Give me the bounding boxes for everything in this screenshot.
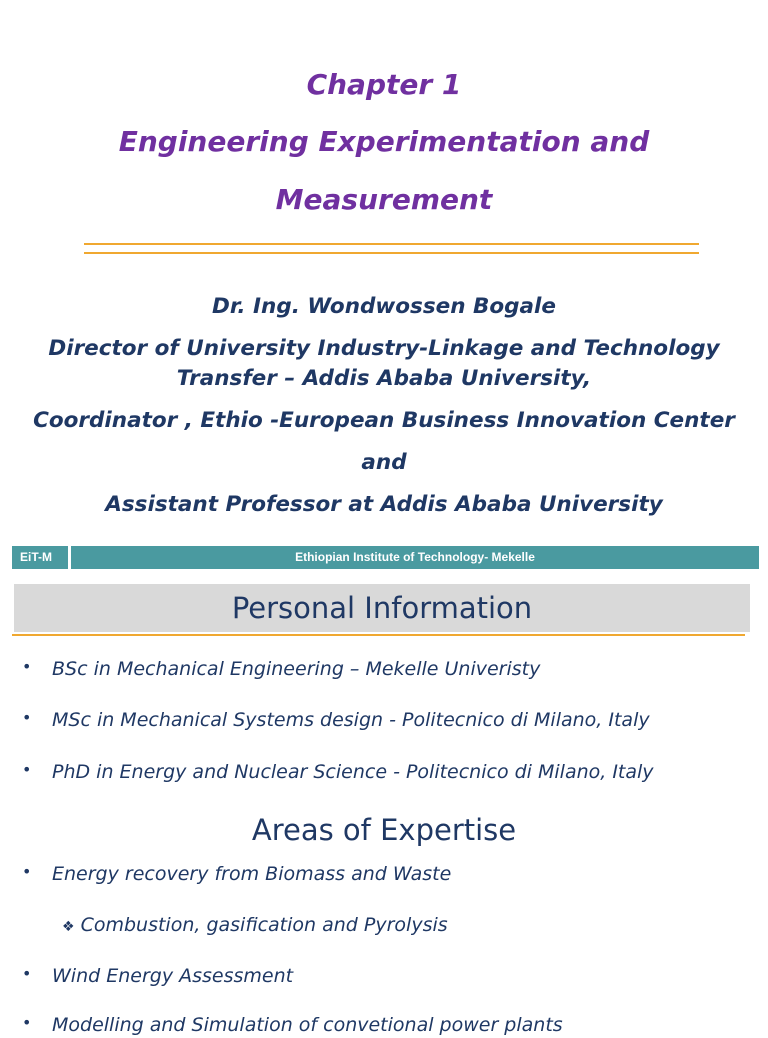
diamond-bullet-icon: ❖ — [62, 919, 75, 935]
list-item-text: Wind Energy Assessment — [52, 965, 294, 987]
title-line-2: Measurement — [275, 183, 493, 216]
bullet-icon: • — [22, 760, 32, 779]
sub-list-item-text: Combustion, gasification and Pyrolysis — [80, 914, 448, 936]
bullet-icon: • — [22, 862, 32, 881]
personal-info-heading: Personal Information — [14, 584, 750, 632]
slide-footer — [0, 546, 768, 569]
author-role-2: Coordinator , Ethio -European Business Innovation Center — [33, 408, 735, 433]
author-role-3: Assistant Professor at Addis Ababa University — [105, 492, 663, 517]
list-item-text: Energy recovery from Biomass and Waste — [52, 863, 452, 885]
bullet-icon: • — [22, 708, 32, 727]
title-line-1: Engineering Experimentation and — [118, 125, 650, 158]
title-divider-bottom — [84, 252, 699, 254]
footer-institute: Ethiopian Institute of Technology- Mekelle — [71, 546, 759, 569]
chapter-label: Chapter 1 — [306, 68, 462, 101]
bullet-icon: • — [22, 1013, 32, 1032]
list-item-text: BSc in Mechanical Engineering – Mekelle Univeristy — [52, 658, 541, 680]
list-item-text: Modelling and Simulation of convetional power plants — [52, 1014, 563, 1036]
list-item-text: MSc in Mechanical Systems design - Politecnico di Milano, Italy — [52, 709, 650, 731]
footer-short-label: EiT-M — [12, 546, 68, 569]
author-name: Dr. Ing. Wondwossen Bogale — [212, 294, 556, 319]
bullet-icon: • — [22, 964, 32, 983]
author-role-1b: Transfer – Addis Ababa University, — [176, 366, 592, 391]
sub-list-item — [62, 912, 448, 940]
author-role-1a: Director of University Industry-Linkage and Technology — [48, 336, 720, 361]
heading-underline — [12, 634, 745, 636]
author-conjunction: and — [361, 450, 407, 475]
list-item-text: PhD in Energy and Nuclear Science - Politecnico di Milano, Italy — [52, 761, 654, 783]
expertise-heading: Areas of Expertise — [251, 813, 517, 847]
title-divider-top — [84, 243, 699, 245]
bullet-icon: • — [22, 657, 32, 676]
